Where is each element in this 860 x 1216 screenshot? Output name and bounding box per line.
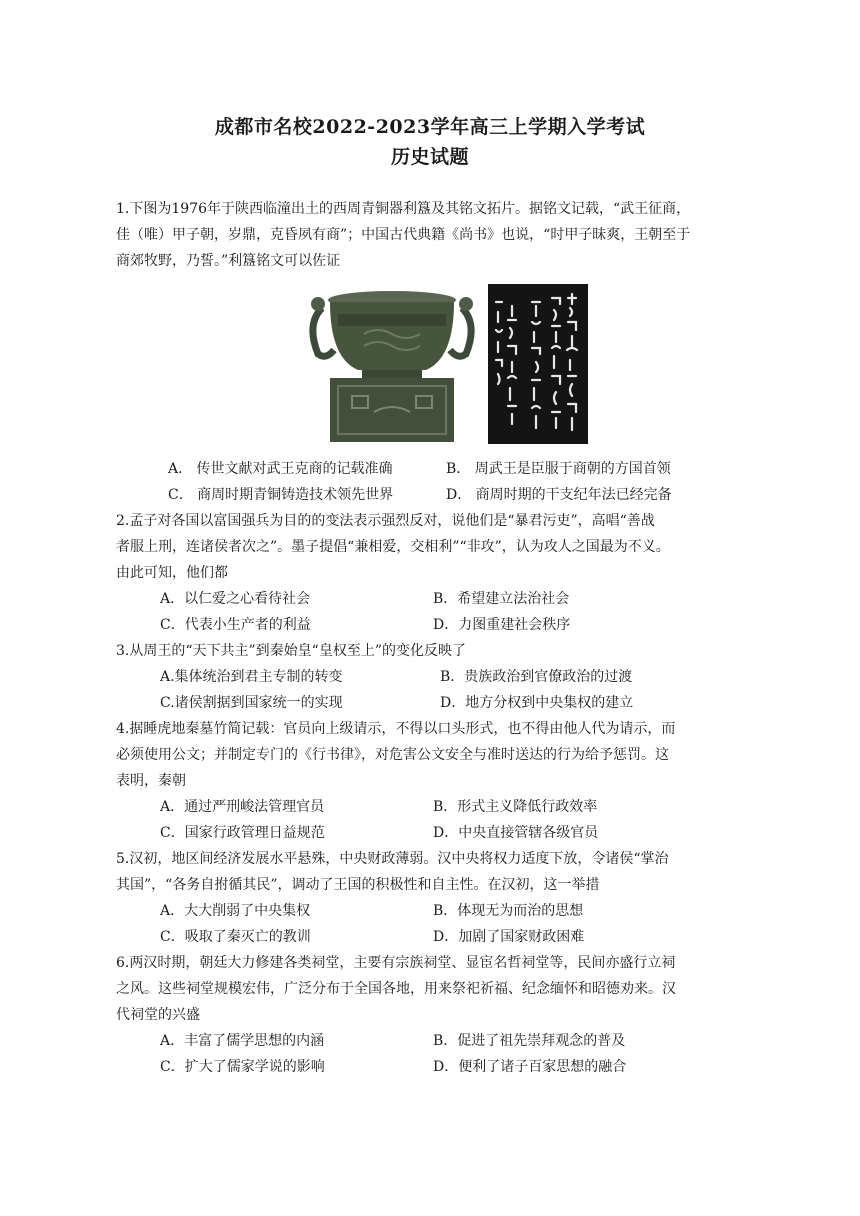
question-2-stem bbox=[116, 508, 746, 586]
stem-line: 之风。这些祠堂规模宏伟，广泛分布于全国各地，用来祭祀祈福、纪念缅怀和昭德劝来。汉 bbox=[116, 981, 676, 997]
exam-title: 成都市名校2022-2023学年高三上学期入学考试 bbox=[214, 116, 646, 138]
stem-line: 5.汉初，地区间经济发展水平悬殊，中央财政薄弱。汉中央将权力适度下放，令诸侯“掌治 bbox=[116, 851, 669, 867]
question-3-stem bbox=[116, 638, 746, 664]
li-gui-bronze-vessel-image bbox=[304, 284, 480, 446]
question-1-option-d: D． 商周时期的干支纪年法已经完备 bbox=[446, 487, 672, 503]
question-6-option-a: A．丰富了儒学思想的内涵 bbox=[160, 1033, 325, 1049]
stem-line: 佳（唯）甲子朝，岁鼎，克昏夙有商”；中国古代典籍《尚书》也说，“时甲子昧爽，王朝至于 bbox=[116, 227, 691, 243]
question-1-option-a: A． 传世文献对武王克商的记载准确 bbox=[168, 461, 393, 477]
question-5-stem bbox=[116, 846, 746, 898]
question-6-option-b: B．促进了祖先崇拜观念的普及 bbox=[433, 1033, 626, 1049]
question-1-option-c: C． 商周时期青铜铸造技术领先世界 bbox=[168, 487, 394, 503]
question-3-option-d: D．地方分权到中央集权的建立 bbox=[440, 695, 634, 711]
question-6-option-d: D．便利了诸子百家思想的融合 bbox=[433, 1059, 627, 1075]
inscription-rubbing-image bbox=[488, 284, 588, 444]
exam-subtitle: 历史试题 bbox=[390, 146, 469, 168]
stem-line: 代祠堂的兴盛 bbox=[116, 1007, 200, 1023]
stem-line: 由此可知，他们都 bbox=[116, 565, 228, 581]
question-1-option-b: B． 周武王是臣服于商朝的方国首领 bbox=[446, 461, 671, 477]
stem-line: 表明，秦朝 bbox=[116, 773, 186, 789]
question-2-option-b: B．希望建立法治社会 bbox=[433, 591, 570, 607]
question-4-option-c: C．国家行政管理日益规范 bbox=[160, 825, 325, 841]
stem-line: 4.据睡虎地秦墓竹简记载：官员向上级请示，不得以口头形式，也不得由他人代为请示，而 bbox=[116, 721, 676, 737]
question-2-option-d: D．力图重建社会秩序 bbox=[433, 617, 571, 633]
stem-line: 6.两汉时期，朝廷大力修建各类祠堂，主要有宗族祠堂、显宦名哲祠堂等，民间亦盛行立祠 bbox=[116, 955, 676, 971]
stem-line: 必须使用公文；并制定专门的《行书律》，对危害公文安全与准时送达的行为给予惩罚。这 bbox=[116, 747, 669, 763]
question-5-option-b: B．体现无为而治的思想 bbox=[433, 903, 584, 919]
question-6-stem bbox=[116, 950, 746, 1028]
question-3-option-b: B．贵族政治到官僚政治的过渡 bbox=[440, 669, 633, 685]
question-2-option-a: A．以仁爱之心看待社会 bbox=[160, 591, 311, 607]
question-5-option-a: A．大大削弱了中央集权 bbox=[160, 903, 311, 919]
stem-line: 其国”，“各务自拊循其民”，调动了王国的积极性和自主性。在汉初，这一举措 bbox=[116, 877, 600, 893]
question-5-option-d: D．加剧了国家财政困难 bbox=[433, 929, 585, 945]
stem-line: 1.下图为1976年于陕西临潼出土的西周青铜器利簋及其铭文拓片。据铭文记载，“武王征商， bbox=[116, 201, 691, 217]
question-2-option-c: C．代表小生产者的利益 bbox=[160, 617, 311, 633]
stem-line: 者服上刑，连诸侯者次之”。墨子提倡“兼相爱，交相利”“非攻”，认为攻人之国最为不义。 bbox=[116, 539, 670, 555]
question-1-stem bbox=[116, 196, 746, 274]
question-5-option-c: C．吸取了秦灭亡的教训 bbox=[160, 929, 311, 945]
question-3-option-c: C.诸侯割据到国家统一的实现 bbox=[160, 695, 343, 711]
stem-line: 2.孟子对各国以富国强兵为目的的变法表示强烈反对，说他们是“暴君污吏”，高唱“善战 bbox=[116, 513, 655, 529]
question-4-option-d: D．中央直接管辖各级官员 bbox=[433, 825, 599, 841]
question-6-option-c: C．扩大了儒家学说的影响 bbox=[160, 1059, 325, 1075]
stem-line: 3.从周王的“天下共主”到秦始皇“皇权至上”的变化反映了 bbox=[116, 643, 466, 659]
question-4-stem bbox=[116, 716, 746, 794]
question-3-option-a: A.集体统治到君主专制的转变 bbox=[160, 669, 343, 685]
question-4-option-b: B．形式主义降低行政效率 bbox=[433, 799, 598, 815]
question-4-option-a: A．通过严刑峻法管理官员 bbox=[160, 799, 325, 815]
stem-line: 商郊牧野，乃誓。”利簋铭文可以佐证 bbox=[116, 253, 341, 269]
question-1-figure bbox=[304, 284, 589, 446]
